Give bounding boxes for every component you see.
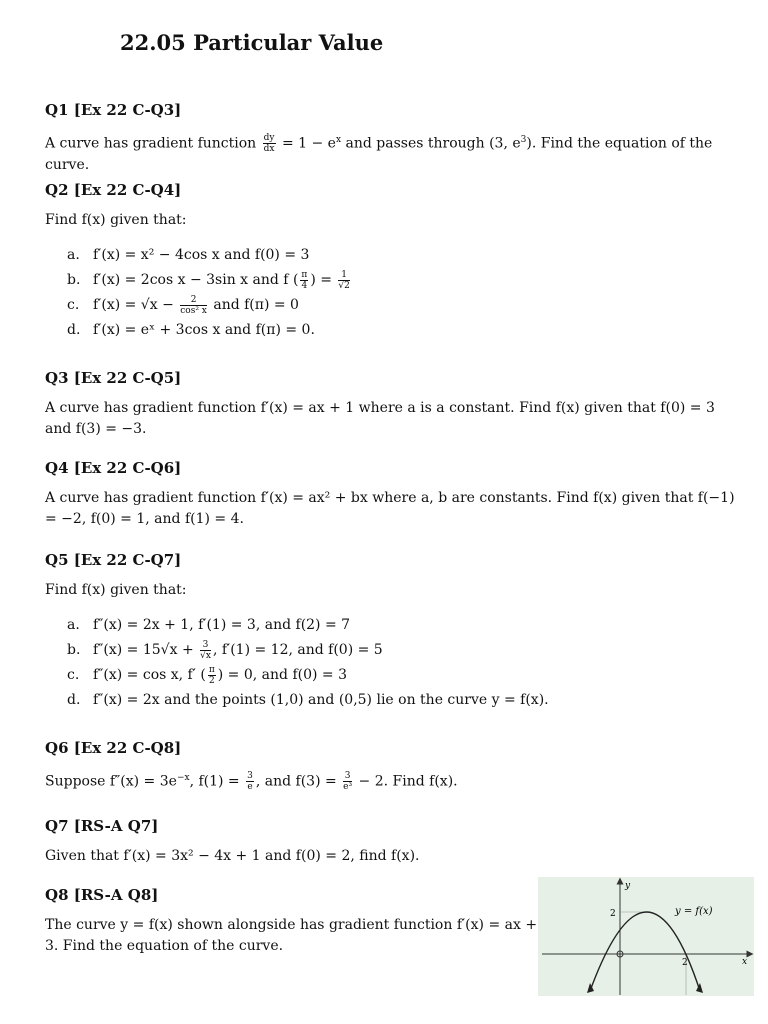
item-list [45, 243, 735, 343]
question-2 [45, 180, 735, 343]
fraction: $\frac{1}{√2}$ [338, 269, 350, 291]
list-item: d. f″(x) = 2x and the points (1,0) and (0,5) lie on the curve y = f(x). [67, 692, 549, 708]
question-3 [45, 368, 735, 440]
page-title: 22.05 Particular Value [120, 30, 384, 55]
question-heading: Q7 [RS-A Q7] [45, 817, 159, 835]
fraction: $\frac{3}{√x}$ [200, 639, 211, 661]
fraction: $\frac{3}{\text{e³}}$ [343, 771, 353, 793]
question-1 [45, 100, 735, 176]
graph-svg [538, 877, 754, 996]
question-7 [45, 816, 735, 867]
list-item: b. f′(x) = 2cos x − 3sin x and f ( $\frac{\pi}{4}$ ) = $\frac{1}{√2}$ [67, 269, 350, 291]
curve-arrow-right [696, 983, 703, 993]
curve-path [590, 912, 700, 991]
fraction: $\frac{\pi}{2}$ [208, 664, 215, 686]
question-heading: Q1 [Ex 22 C-Q3] [45, 101, 182, 119]
list-item: c. f′(x) = √x − $\frac{2}{\text{cos² x}}$ and f(π) = 0 [67, 294, 299, 316]
question-text: A curve has gradient function f′(x) = ax² + bx where a, b are constants. Find f(x) given that f(−1) = −2, f(0) = 1, and f(1) = 4. [45, 490, 735, 527]
question-text: The curve y = f(x) shown alongside has gradient function f′(x) = ax + 3. Find the equation of the curve. [45, 917, 538, 954]
fraction: $\frac{3}{e}$ [247, 771, 253, 793]
list-item: b. f″(x) = 15√x + $\frac{3}{√x}$ , f′(1) = 12, and f(0) = 5 [67, 639, 383, 661]
question-6 [45, 738, 735, 793]
question-heading: Q3 [Ex 22 C-Q5] [45, 369, 182, 387]
question-text: A curve has gradient function f′(x) = ax + 1 where a is a constant. Find f(x) given that f(0) = 3 and f(3) = −3. [45, 400, 715, 437]
question-intro: Find f(x) given that: [45, 212, 187, 228]
question-heading: Q8 [RS-A Q8] [45, 886, 159, 904]
question-intro: Find f(x) given that: [45, 582, 187, 598]
question-text: A curve has gradient function $\frac{dy}{dx}$ = $1 - e^x$ and passes through (3, $e^3$). Find the equation of the curve. [45, 133, 713, 173]
question-heading: Q2 [Ex 22 C-Q4] [45, 181, 182, 199]
x-axis-label: x [742, 957, 748, 967]
y-tick-label: 2 [610, 909, 616, 919]
question-5 [45, 550, 735, 713]
question-text: Given that f′(x) = 3x² − 4x + 1 and f(0) = 2, find f(x). [45, 848, 420, 864]
list-item: a. f″(x) = 2x + 1, f′(1) = 3, and f(2) = 7 [67, 617, 351, 633]
y-axis-label: y [625, 881, 631, 891]
fraction: $\frac{dy}{dx}$ [263, 133, 275, 155]
question-heading: Q4 [Ex 22 C-Q6] [45, 459, 182, 477]
question-heading: Q6 [Ex 22 C-Q8] [45, 739, 182, 757]
x-tick-label: 2 [682, 958, 688, 968]
question-heading: Q5 [Ex 22 C-Q7] [45, 551, 182, 569]
list-item: d. f′(x) = eˣ + 3cos x and f(π) = 0. [67, 322, 315, 338]
curve-graph [538, 877, 754, 996]
question-4 [45, 458, 735, 530]
fraction: $\frac{2}{\text{cos² x}}$ [180, 294, 207, 316]
fraction: $\frac{\pi}{4}$ [301, 269, 308, 291]
list-item: c. f″(x) = cos x, f′ ( $\frac{\pi}{2}$ ) = 0, and f(0) = 3 [67, 664, 347, 686]
curve-label: y = f(x) [675, 906, 713, 917]
item-list [45, 613, 735, 713]
question-8 [45, 885, 540, 957]
list-item: a. f′(x) = x² − 4cos x and f(0) = 3 [67, 247, 310, 263]
question-text: Suppose $f''(x) = 3e^{-x}$, f(1) = $\frac{3}{e}$ , and f(3) = $\frac{3}{\text{e³}}$ − 2. Find f(x). [45, 771, 458, 793]
